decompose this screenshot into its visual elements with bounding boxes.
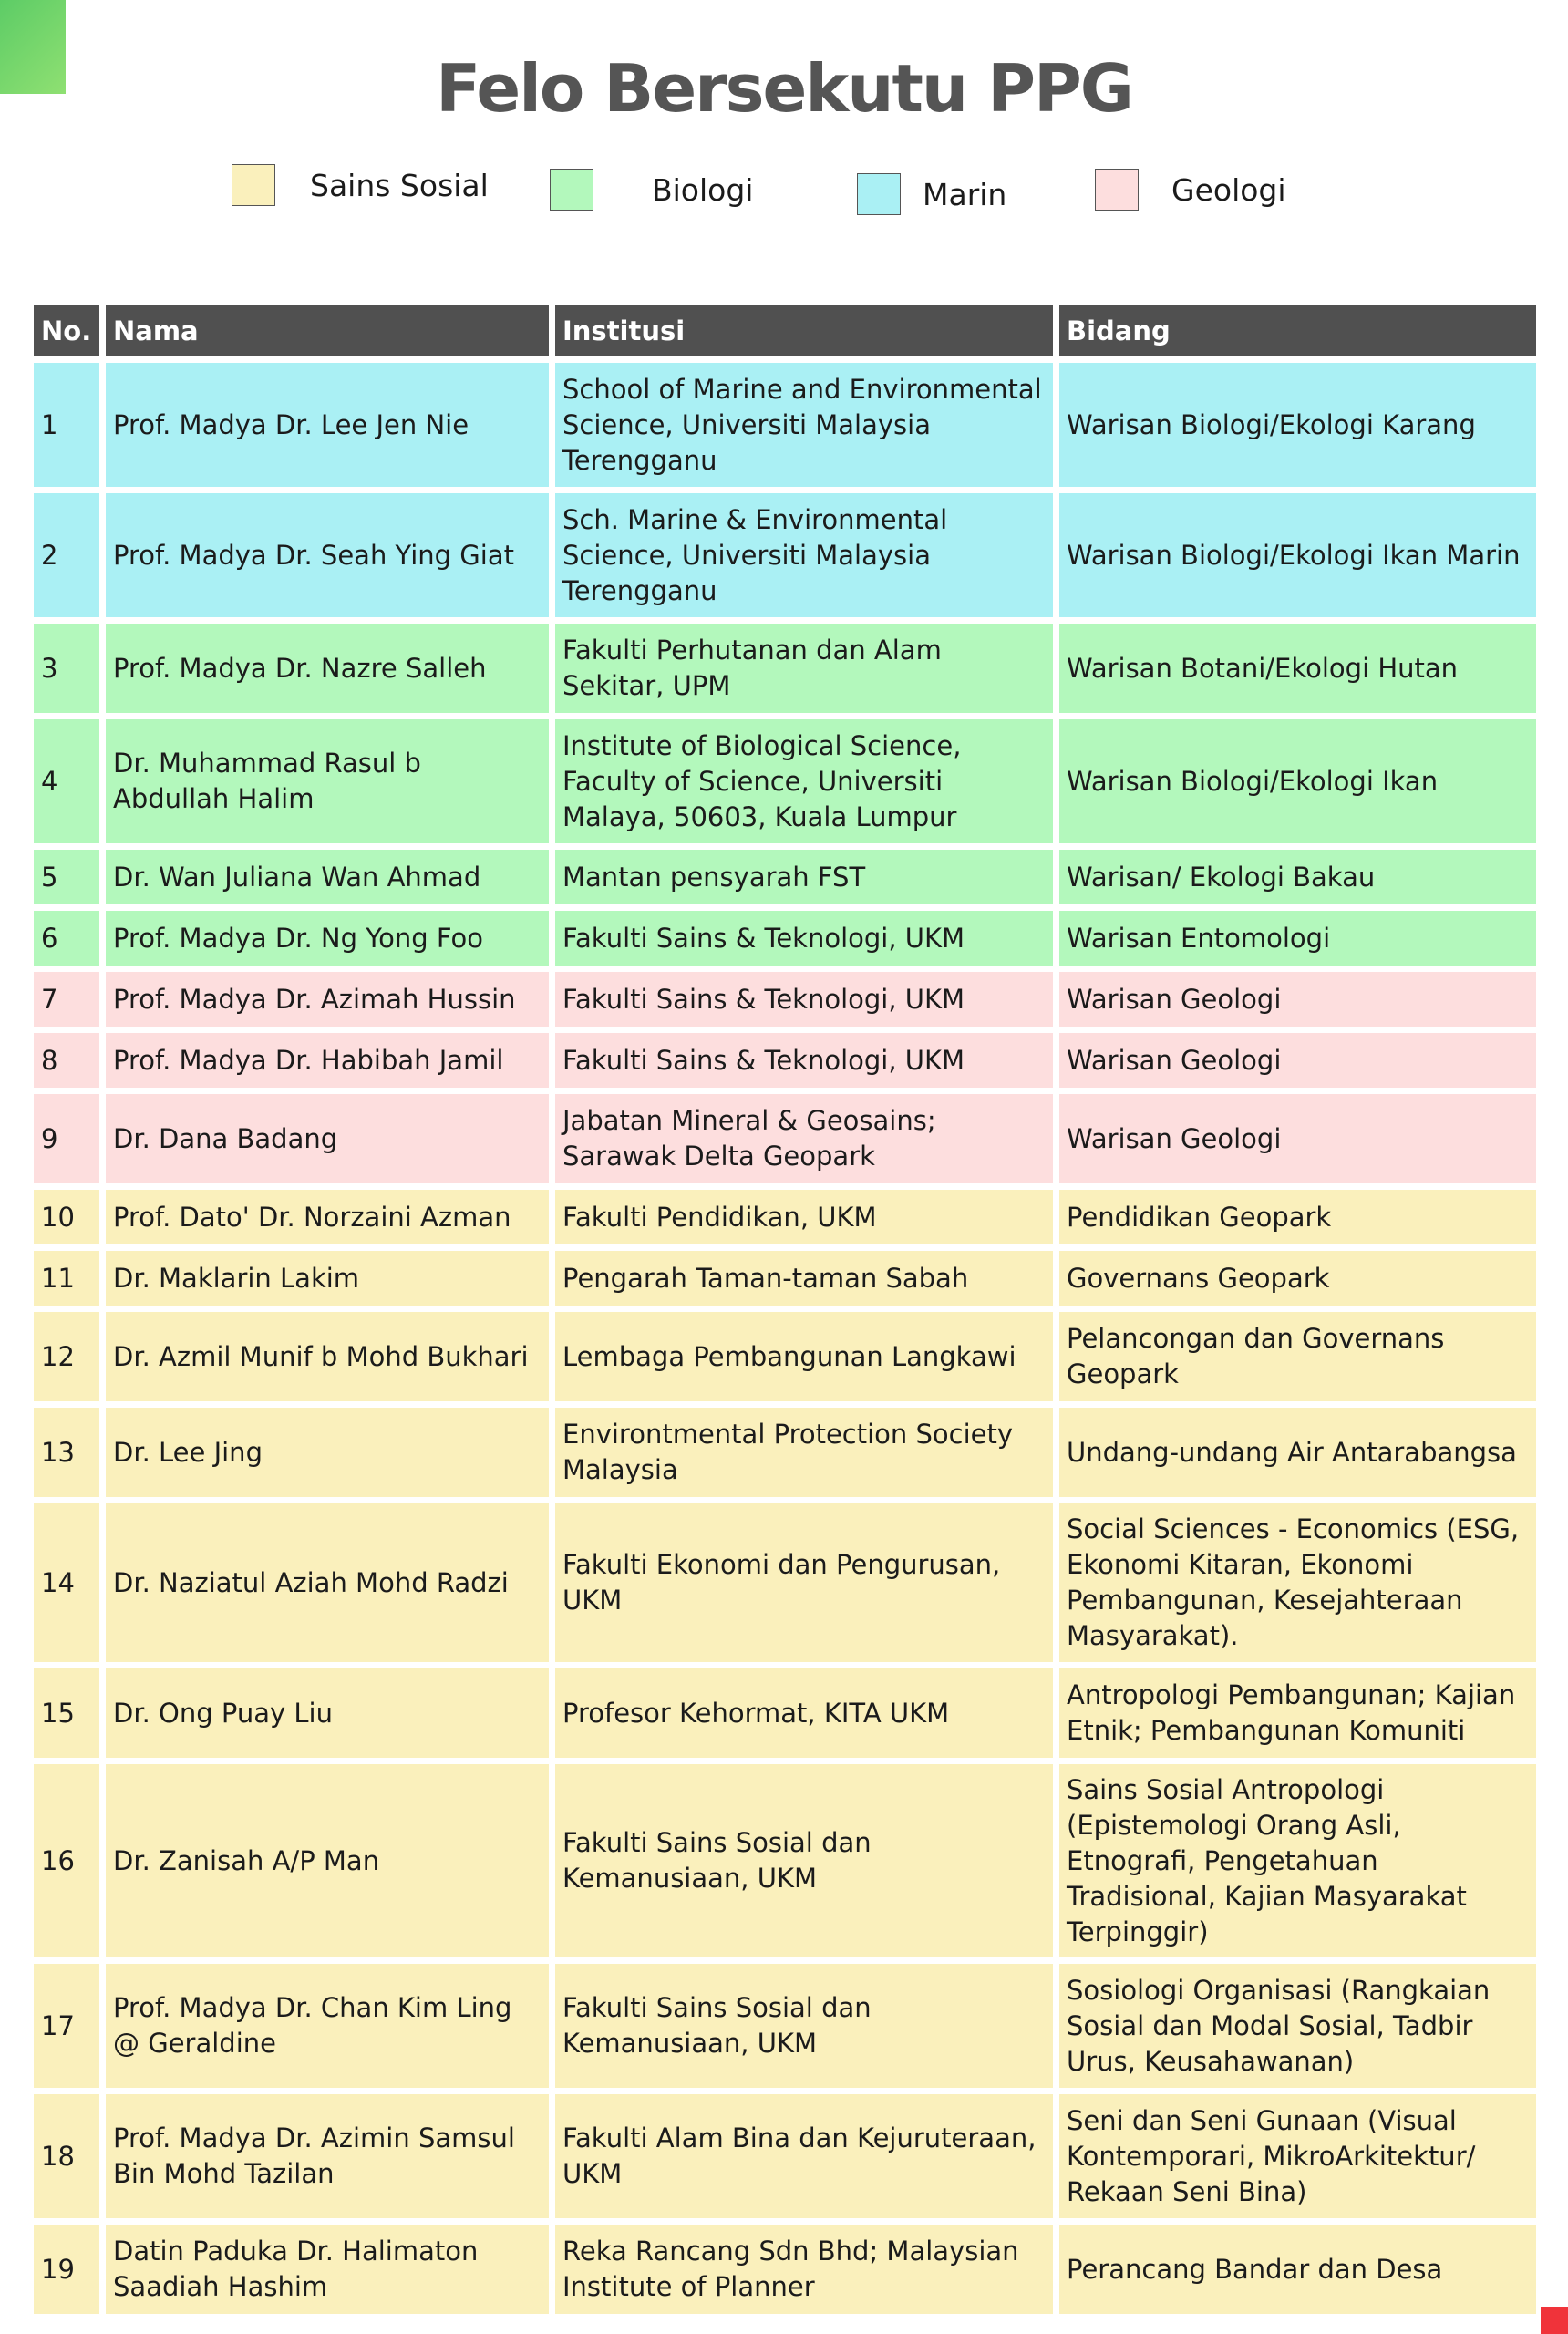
table-row: [34, 363, 1536, 487]
cell-no: 4: [34, 719, 99, 843]
cell-institusi: Fakulti Pendidikan, UKM: [555, 1190, 1053, 1244]
legend-swatch: [232, 164, 275, 206]
cell-nama: Dr. Dana Badang: [106, 1094, 549, 1183]
cell-bidang: Warisan Biologi/Ekologi Karang: [1059, 363, 1536, 487]
header-nama: Nama: [106, 305, 549, 356]
cell-nama: Dr. Lee Jing: [106, 1408, 549, 1497]
cell-nama: Dr. Naziatul Aziah Mohd Radzi: [106, 1503, 549, 1662]
cell-no: 8: [34, 1033, 99, 1088]
cell-institusi: Fakulti Sains & Teknologi, UKM: [555, 1033, 1053, 1088]
cell-bidang: Antropologi Pembangunan; Kajian Etnik; Pembangunan Komuniti: [1059, 1668, 1536, 1758]
cell-bidang: Warisan Biologi/Ekologi Ikan: [1059, 719, 1536, 843]
cell-institusi: School of Marine and Environmental Science, Universiti Malaysia Terengganu: [555, 363, 1053, 487]
cell-institusi: Jabatan Mineral & Geosains; Sarawak Delta Geopark: [555, 1094, 1053, 1183]
cell-institusi: Fakulti Alam Bina dan Kejuruteraan, UKM: [555, 2094, 1053, 2218]
legend-label: Sains Sosial: [310, 167, 489, 203]
cell-no: 6: [34, 911, 99, 966]
cell-nama: Prof. Madya Dr. Azimin Samsul Bin Mohd Tazilan: [106, 2094, 549, 2218]
cell-nama: Prof. Madya Dr. Lee Jen Nie: [106, 363, 549, 487]
cell-institusi: Fakulti Sains Sosial dan Kemanusiaan, UKM: [555, 1964, 1053, 2088]
table-row: [34, 2094, 1536, 2218]
cell-nama: Dr. Muhammad Rasul b Abdullah Halim: [106, 719, 549, 843]
cell-bidang: Warisan Botani/Ekologi Hutan: [1059, 624, 1536, 713]
cell-nama: Prof. Dato' Dr. Norzaini Azman: [106, 1190, 549, 1244]
cell-institusi: Fakulti Sains & Teknologi, UKM: [555, 911, 1053, 966]
table-row: [34, 1764, 1536, 1957]
legend-swatch: [550, 169, 593, 211]
cell-bidang: Governans Geopark: [1059, 1251, 1536, 1306]
cell-nama: Prof. Madya Dr. Azimah Hussin: [106, 972, 549, 1027]
cell-no: 16: [34, 1764, 99, 1957]
cell-institusi: Institute of Biological Science, Faculty of Science, Universiti Malaya, 50603, Kuala Lumpur: [555, 719, 1053, 843]
legend-item-marin: [857, 173, 1006, 215]
cell-no: 9: [34, 1094, 99, 1183]
cell-bidang: Seni dan Seni Gunaan (Visual Kontemporari, MikroArkitektur/ Rekaan Seni Bina): [1059, 2094, 1536, 2218]
cell-no: 2: [34, 493, 99, 617]
table-row: [34, 1964, 1536, 2088]
cell-institusi: Pengarah Taman-taman Sabah: [555, 1251, 1053, 1306]
table-row: [34, 1251, 1536, 1306]
cell-bidang: Warisan Geologi: [1059, 1094, 1536, 1183]
table-row: [34, 1408, 1536, 1497]
table-row: [34, 1312, 1536, 1401]
cell-nama: Prof. Madya Dr. Habibah Jamil: [106, 1033, 549, 1088]
fellows-table: [27, 299, 1542, 2320]
cell-institusi: Environtmental Protection Society Malaysia: [555, 1408, 1053, 1497]
cell-no: 3: [34, 624, 99, 713]
cell-no: 10: [34, 1190, 99, 1244]
cell-institusi: Fakulti Sains Sosial dan Kemanusiaan, UKM: [555, 1764, 1053, 1957]
legend-swatch: [1095, 169, 1139, 211]
cell-institusi: Fakulti Perhutanan dan Alam Sekitar, UPM: [555, 624, 1053, 713]
legend-item-biologi: [550, 169, 753, 211]
legend-label: Geologi: [1171, 171, 1286, 208]
cell-nama: Prof. Madya Dr. Seah Ying Giat: [106, 493, 549, 617]
cell-bidang: Warisan Geologi: [1059, 1033, 1536, 1088]
cell-institusi: Sch. Marine & Environmental Science, Universiti Malaysia Terengganu: [555, 493, 1053, 617]
cell-bidang: Perancang Bandar dan Desa: [1059, 2225, 1536, 2314]
cell-nama: Dr. Ong Puay Liu: [106, 1668, 549, 1758]
table-row: [34, 850, 1536, 904]
cell-bidang: Warisan Geologi: [1059, 972, 1536, 1027]
cell-no: 12: [34, 1312, 99, 1401]
cell-bidang: Warisan/ Ekologi Bakau: [1059, 850, 1536, 904]
header-bidang: Bidang: [1059, 305, 1536, 356]
cell-no: 7: [34, 972, 99, 1027]
table-row: [34, 1503, 1536, 1662]
header-no: No.: [34, 305, 99, 356]
cell-bidang: Sains Sosial Antropologi (Epistemologi Orang Asli, Etnografi, Pengetahuan Tradisional, Kajian Masyarakat Terpinggir): [1059, 1764, 1536, 1957]
cell-nama: Prof. Madya Dr. Ng Yong Foo: [106, 911, 549, 966]
cell-bidang: Pendidikan Geopark: [1059, 1190, 1536, 1244]
cell-bidang: Warisan Entomologi: [1059, 911, 1536, 966]
table-row: [34, 719, 1536, 843]
table-row: [34, 1033, 1536, 1088]
legend-item-sains-sosial: [232, 164, 489, 206]
header-institusi: Institusi: [555, 305, 1053, 356]
cell-no: 17: [34, 1964, 99, 2088]
cell-bidang: Undang-undang Air Antarabangsa: [1059, 1408, 1536, 1497]
table-row: [34, 2225, 1536, 2314]
cell-bidang: Warisan Biologi/Ekologi Ikan Marin: [1059, 493, 1536, 617]
cell-no: 18: [34, 2094, 99, 2218]
cell-no: 19: [34, 2225, 99, 2314]
legend: [0, 0, 1568, 237]
legend-label: Marin: [923, 176, 1007, 212]
cell-no: 13: [34, 1408, 99, 1497]
cell-nama: Dr. Wan Juliana Wan Ahmad: [106, 850, 549, 904]
cell-bidang: Social Sciences - Economics (ESG, Ekonomi Kitaran, Ekonomi Pembangunan, Kesejahteraan Masyarakat).: [1059, 1503, 1536, 1662]
table-row: [34, 911, 1536, 966]
legend-item-geologi: [1095, 169, 1286, 211]
cell-nama: Dr. Zanisah A/P Man: [106, 1764, 549, 1957]
cell-no: 1: [34, 363, 99, 487]
table-header-row: [34, 305, 1536, 356]
cell-nama: Dr. Maklarin Lakim: [106, 1251, 549, 1306]
table-row: [34, 493, 1536, 617]
cell-no: 5: [34, 850, 99, 904]
legend-label: Biologi: [652, 171, 754, 208]
cell-no: 11: [34, 1251, 99, 1306]
table-row: [34, 624, 1536, 713]
cell-nama: Datin Paduka Dr. Halimaton Saadiah Hashim: [106, 2225, 549, 2314]
cell-no: 15: [34, 1668, 99, 1758]
corner-accent-red: [1541, 2307, 1568, 2334]
page-title: Felo Bersekutu PPG: [436, 50, 1132, 127]
cell-nama: Prof. Madya Dr. Nazre Salleh: [106, 624, 549, 713]
cell-institusi: Mantan pensyarah FST: [555, 850, 1053, 904]
cell-bidang: Sosiologi Organisasi (Rangkaian Sosial dan Modal Sosial, Tadbir Urus, Keusahawanan): [1059, 1964, 1536, 2088]
table-row: [34, 1668, 1536, 1758]
cell-nama: Prof. Madya Dr. Chan Kim Ling @ Geraldine: [106, 1964, 549, 2088]
cell-institusi: Fakulti Sains & Teknologi, UKM: [555, 972, 1053, 1027]
cell-nama: Dr. Azmil Munif b Mohd Bukhari: [106, 1312, 549, 1401]
cell-bidang: Pelancongan dan Governans Geopark: [1059, 1312, 1536, 1401]
legend-swatch: [857, 173, 901, 215]
table-row: [34, 1094, 1536, 1183]
table-row: [34, 972, 1536, 1027]
cell-institusi: Fakulti Ekonomi dan Pengurusan, UKM: [555, 1503, 1053, 1662]
table-row: [34, 1190, 1536, 1244]
cell-institusi: Profesor Kehormat, KITA UKM: [555, 1668, 1053, 1758]
cell-institusi: Reka Rancang Sdn Bhd; Malaysian Institute of Planner: [555, 2225, 1053, 2314]
cell-no: 14: [34, 1503, 99, 1662]
table-body: [34, 363, 1536, 2314]
cell-institusi: Lembaga Pembangunan Langkawi: [555, 1312, 1053, 1401]
